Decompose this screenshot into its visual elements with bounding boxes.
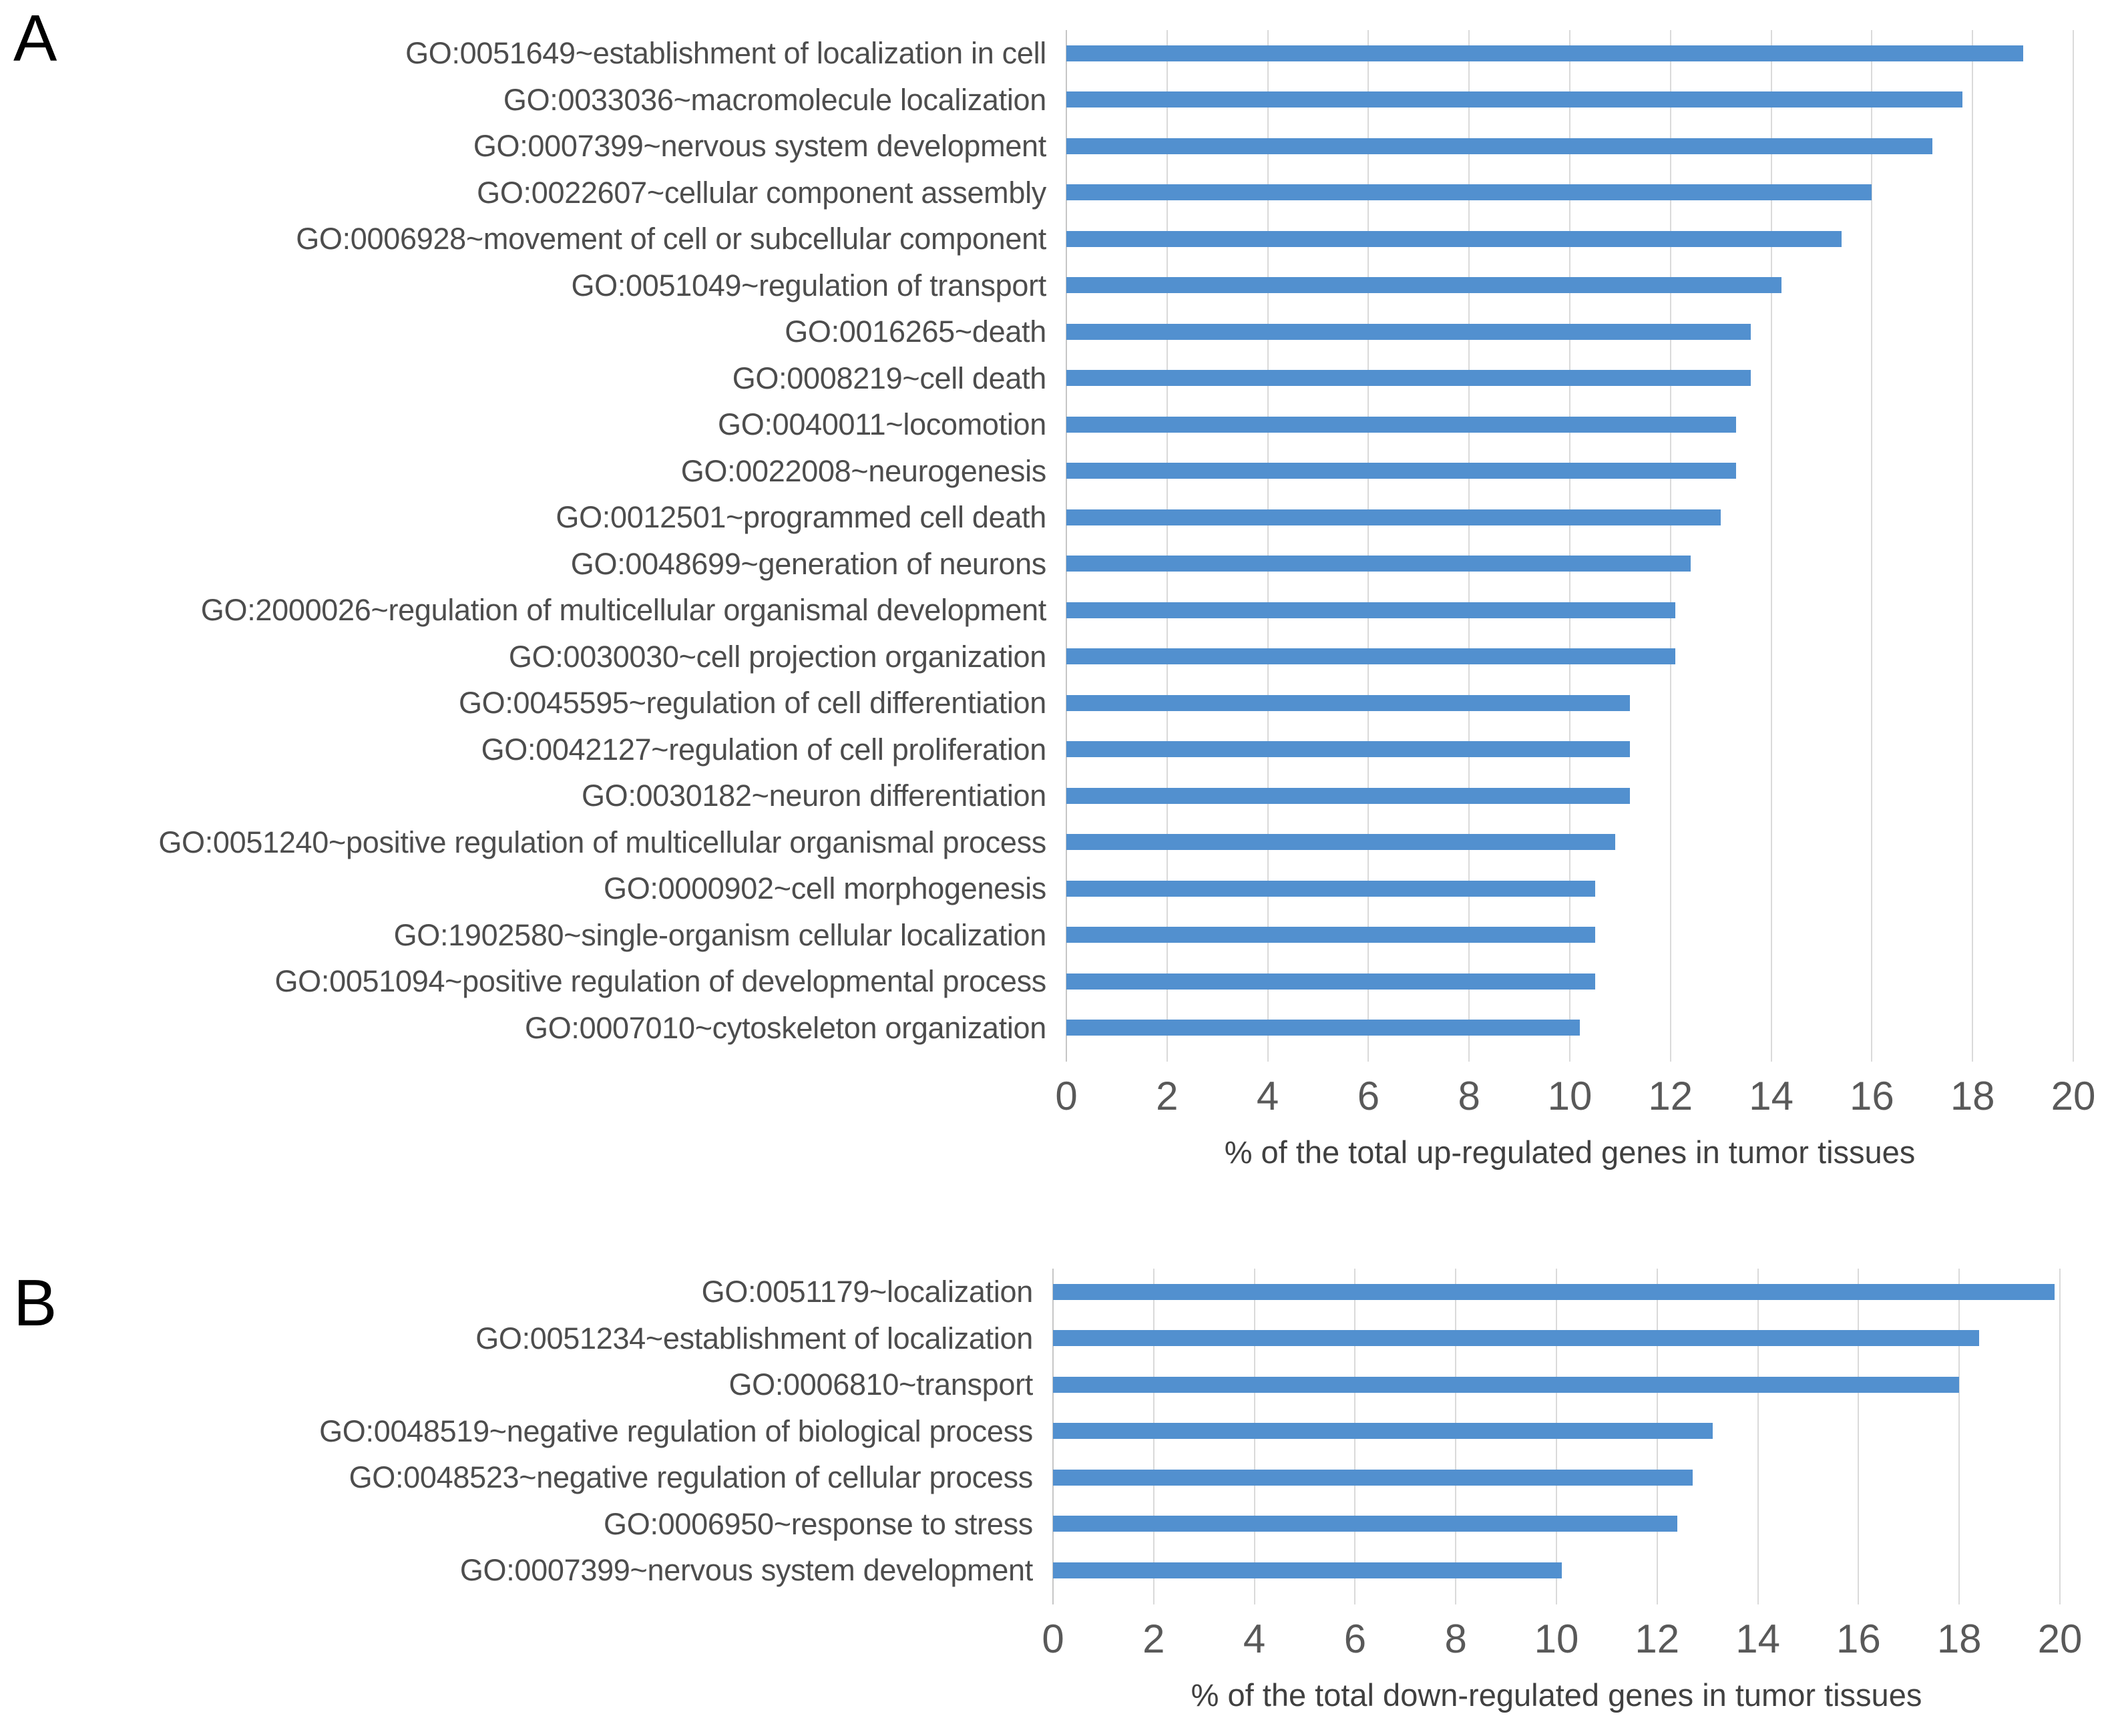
bar-track <box>1066 634 2073 680</box>
x-tick-label: 18 <box>1950 1074 1995 1118</box>
chart-row <box>0 1408 2110 1455</box>
bar <box>1066 277 1781 293</box>
panel-label-a: A <box>13 1 57 75</box>
bar <box>1066 927 1595 943</box>
bar <box>1066 602 1675 618</box>
bar-track <box>1066 494 2073 541</box>
bar <box>1066 1020 1580 1036</box>
chart-row <box>0 401 2110 448</box>
chart-row <box>0 634 2110 680</box>
x-tick-label: 0 <box>1055 1074 1078 1118</box>
x-tick-label: 4 <box>1256 1074 1279 1118</box>
chart-row <box>0 587 2110 634</box>
bar <box>1066 138 1932 154</box>
chart-row <box>0 1315 2110 1362</box>
category-label: GO:0007399~nervous system development <box>473 129 1046 163</box>
bar <box>1066 881 1595 897</box>
chart-row <box>0 773 2110 819</box>
x-axis-ticks <box>1055 1074 2096 1118</box>
bar-track <box>1066 77 2073 124</box>
chart-row <box>0 958 2110 1005</box>
bar <box>1066 741 1630 757</box>
category-label: GO:0042127~regulation of cell proliferation <box>481 732 1046 767</box>
bar-track <box>1066 262 2073 309</box>
chart-row <box>0 30 2110 77</box>
category-label: GO:0051240~positive regulation of multicellular organismal process <box>158 825 1046 859</box>
category-label: GO:0000902~cell morphogenesis <box>604 871 1046 905</box>
x-tick-label: 20 <box>2037 1616 2083 1661</box>
category-label: GO:0048519~negative regulation of biological process <box>319 1414 1033 1448</box>
chart-row <box>0 1547 2110 1594</box>
x-tick-label: 10 <box>1534 1616 1579 1661</box>
category-label: GO:2000026~regulation of multicellular organismal development <box>200 593 1046 627</box>
x-axis-title: % of the total up-regulated genes in tumor tissues <box>1224 1134 1916 1170</box>
bar-track <box>1066 726 2073 773</box>
chart-row <box>0 170 2110 216</box>
x-tick-label: 2 <box>1142 1616 1165 1661</box>
x-tick-label: 14 <box>1735 1616 1780 1661</box>
bar <box>1066 324 1751 340</box>
chart-row <box>0 1501 2110 1548</box>
chart-row <box>0 262 2110 309</box>
chart-row <box>0 912 2110 959</box>
bar-track <box>1066 587 2073 634</box>
category-label: GO:0033036~macromolecule localization <box>503 82 1046 117</box>
bar-track <box>1053 1547 2060 1594</box>
chart-row <box>0 77 2110 124</box>
chart-row <box>0 819 2110 866</box>
bar-track <box>1066 912 2073 959</box>
bar <box>1053 1377 1959 1393</box>
chart-row <box>0 865 2110 912</box>
chart-row <box>0 726 2110 773</box>
bar <box>1066 788 1630 804</box>
category-label: GO:0022008~neurogenesis <box>680 453 1046 488</box>
bar-track <box>1066 541 2073 588</box>
chart-row <box>0 1361 2110 1408</box>
x-tick-label: 8 <box>1444 1616 1467 1661</box>
chart-row <box>0 308 2110 355</box>
x-tick-label: 18 <box>1936 1616 1982 1661</box>
category-label: GO:0006810~transport <box>728 1367 1033 1401</box>
bar-track <box>1066 819 2073 866</box>
bar-track <box>1053 1501 2060 1548</box>
x-tick-label: 14 <box>1749 1074 1794 1118</box>
bar <box>1053 1470 1693 1486</box>
category-label: GO:1902580~single-organism cellular localization <box>393 917 1046 952</box>
category-label: GO:0016265~death <box>785 314 1046 349</box>
bar <box>1066 463 1736 479</box>
x-tick-label: 16 <box>1850 1074 1894 1118</box>
chart-row <box>0 1269 2110 1315</box>
bar-track <box>1066 170 2073 216</box>
category-label: GO:0030030~cell projection organization <box>508 639 1046 674</box>
bar-track <box>1066 216 2073 262</box>
category-label: GO:0022607~cellular component assembly <box>477 175 1046 210</box>
category-label: GO:0051179~localization <box>701 1275 1033 1309</box>
category-label: GO:0030182~neuron differentiation <box>581 779 1046 813</box>
x-axis-title: % of the total down-regulated genes in tumor tissues <box>1191 1677 1922 1713</box>
bar <box>1053 1423 1713 1439</box>
category-label: GO:0051094~positive regulation of developmental process <box>274 964 1046 998</box>
bar <box>1066 184 1872 200</box>
chart-row <box>0 1005 2110 1052</box>
category-label: GO:0045595~regulation of cell differentiation <box>458 686 1046 720</box>
category-label: GO:0008219~cell death <box>732 361 1046 395</box>
chart-row <box>0 448 2110 495</box>
bar-track <box>1053 1361 2060 1408</box>
x-tick-label: 6 <box>1343 1616 1367 1661</box>
chart-row <box>0 680 2110 726</box>
bar-track <box>1066 123 2073 170</box>
bar <box>1066 370 1751 386</box>
bar <box>1066 556 1691 572</box>
category-label: GO:0006928~movement of cell or subcellular component <box>296 222 1046 256</box>
bar-rows <box>0 1266 2110 1594</box>
bar-track <box>1053 1269 2060 1315</box>
bar <box>1053 1562 1562 1578</box>
bar-track <box>1066 308 2073 355</box>
bar <box>1066 648 1675 664</box>
chart-row <box>0 123 2110 170</box>
bar <box>1066 834 1615 850</box>
category-label: GO:0007399~nervous system development <box>459 1553 1033 1587</box>
bar-track <box>1053 1454 2060 1501</box>
x-tick-label: 12 <box>1635 1616 1680 1661</box>
x-tick-label: 16 <box>1836 1616 1881 1661</box>
bar-track <box>1066 773 2073 819</box>
bar-track <box>1066 448 2073 495</box>
bar-chart-downregulated <box>0 1266 2110 1714</box>
x-tick-label: 8 <box>1458 1074 1480 1118</box>
plot-area <box>0 30 2110 1051</box>
bar <box>1053 1516 1677 1532</box>
bar-rows <box>0 30 2110 1051</box>
bar <box>1066 973 1595 990</box>
chart-row <box>0 216 2110 262</box>
category-label: GO:0006950~response to stress <box>604 1506 1033 1541</box>
bar <box>1066 231 1842 247</box>
bar <box>1053 1284 2055 1300</box>
x-tick-label: 12 <box>1648 1074 1693 1118</box>
bar <box>1066 91 1962 107</box>
chart-row <box>0 355 2110 402</box>
category-label: GO:0048699~generation of neurons <box>570 546 1046 581</box>
bar-track <box>1053 1315 2060 1362</box>
x-tick-label: 0 <box>1042 1616 1064 1661</box>
category-label: GO:0012501~programmed cell death <box>556 500 1046 534</box>
bar-track <box>1066 355 2073 402</box>
x-tick-label: 6 <box>1357 1074 1380 1118</box>
category-label: GO:0048523~negative regulation of cellular process <box>349 1460 1033 1494</box>
bar <box>1053 1330 1979 1346</box>
category-label: GO:0051649~establishment of localization in cell <box>405 36 1046 70</box>
bar-track <box>1053 1408 2060 1455</box>
category-label: GO:0051234~establishment of localization <box>475 1321 1033 1355</box>
bar <box>1066 45 2023 61</box>
chart-row <box>0 541 2110 588</box>
panel-label-b: B <box>13 1266 57 1339</box>
category-label: GO:0051049~regulation of transport <box>571 268 1046 302</box>
category-label: GO:0040011~locomotion <box>718 407 1046 441</box>
bar <box>1066 695 1630 711</box>
bar-track <box>1066 865 2073 912</box>
x-tick-label: 10 <box>1547 1074 1593 1118</box>
x-tick-label: 20 <box>2051 1074 2096 1118</box>
chart-row <box>0 1454 2110 1501</box>
bar-chart-upregulated <box>0 30 2110 1171</box>
x-axis-ticks <box>1042 1616 2083 1661</box>
category-label: GO:0007010~cytoskeleton organization <box>525 1010 1046 1045</box>
x-tick-label: 4 <box>1243 1616 1266 1661</box>
chart-row <box>0 494 2110 541</box>
bar-track <box>1066 958 2073 1005</box>
bar <box>1066 509 1721 525</box>
bar-track <box>1066 30 2073 77</box>
bar-track <box>1066 680 2073 726</box>
x-tick-label: 2 <box>1156 1074 1179 1118</box>
bar-track <box>1066 401 2073 448</box>
bar-track <box>1066 1005 2073 1052</box>
plot-area <box>0 1266 2110 1594</box>
bar <box>1066 417 1736 433</box>
